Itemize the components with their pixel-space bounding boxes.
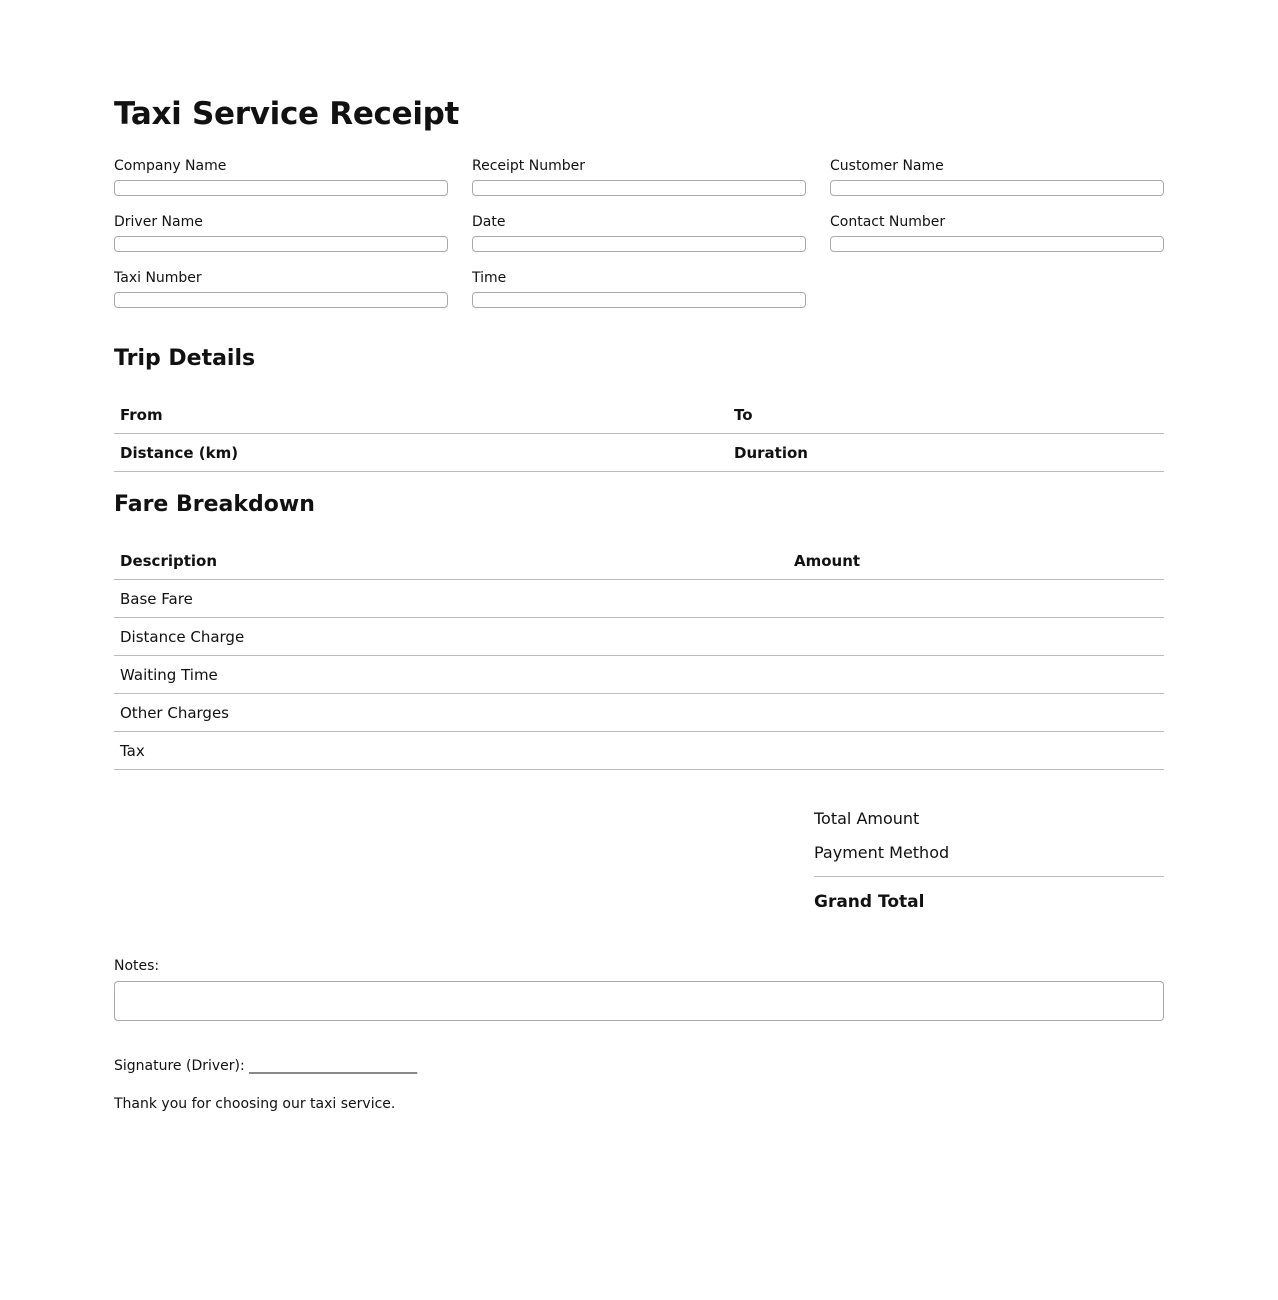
taxi-number-field: [114, 269, 448, 308]
receipt-fields: [114, 157, 1164, 308]
description-header: Description: [114, 542, 788, 580]
date-field: [472, 213, 806, 252]
contact-number-input[interactable]: [830, 236, 1164, 252]
receipt-number-input[interactable]: [472, 180, 806, 196]
trip-details-heading: Trip Details: [114, 346, 256, 371]
fare-amount: [788, 580, 1164, 618]
payment-method-label: Payment Method: [814, 843, 950, 862]
fare-description: Waiting Time: [114, 656, 788, 694]
driver-signature-line: Signature (Driver): ________________________: [114, 1058, 418, 1074]
fare-amount: [788, 656, 1164, 694]
fare-description: Tax: [114, 732, 788, 770]
grand-total-label: Grand Total: [814, 892, 925, 912]
table-row: [114, 732, 1164, 770]
table-row: [114, 434, 1164, 472]
time-label: Time: [472, 270, 507, 286]
table-header-row: [114, 542, 1164, 580]
notes-label: Notes:: [114, 958, 160, 974]
fare-amount: [788, 694, 1164, 732]
company-name-field: [114, 157, 448, 196]
distance-cell: Distance (km): [114, 434, 728, 472]
time-input[interactable]: [472, 292, 806, 308]
amount-header: Amount: [788, 542, 1164, 580]
table-row: [114, 580, 1164, 618]
company-name-label: Company Name: [114, 158, 227, 174]
time-field: [472, 269, 806, 308]
table-row: [114, 618, 1164, 656]
receipt-number-label: Receipt Number: [472, 158, 585, 174]
customer-name-label: Customer Name: [830, 158, 944, 174]
fare-description: Distance Charge: [114, 618, 788, 656]
table-row: [114, 656, 1164, 694]
table-row: [114, 396, 1164, 434]
thank-you-message: Thank you for choosing our taxi service.: [114, 1096, 396, 1112]
fare-amount: [788, 732, 1164, 770]
receipt-number-field: [472, 157, 806, 196]
customer-name-field: [830, 157, 1164, 196]
fare-description: Base Fare: [114, 580, 788, 618]
trip-details-table: [114, 396, 1164, 472]
totals-section: [814, 804, 1164, 917]
contact-number-field: [830, 213, 1164, 252]
date-input[interactable]: [472, 236, 806, 252]
fare-breakdown-heading: Fare Breakdown: [114, 492, 315, 517]
table-row: [114, 694, 1164, 732]
taxi-number-label: Taxi Number: [114, 270, 202, 286]
to-cell: To: [728, 396, 1164, 434]
date-label: Date: [472, 214, 506, 230]
driver-name-field: [114, 213, 448, 252]
driver-name-input[interactable]: [114, 236, 448, 252]
taxi-number-input[interactable]: [114, 292, 448, 308]
totals-divider: [814, 876, 1164, 877]
from-cell: From: [114, 396, 728, 434]
fare-breakdown-table: [114, 542, 1164, 770]
customer-name-input[interactable]: [830, 180, 1164, 196]
fare-description: Other Charges: [114, 694, 788, 732]
company-name-input[interactable]: [114, 180, 448, 196]
page-title: Taxi Service Receipt: [114, 96, 460, 132]
contact-number-label: Contact Number: [830, 214, 946, 230]
duration-cell: Duration: [728, 434, 1164, 472]
driver-name-label: Driver Name: [114, 214, 203, 230]
total-amount-label: Total Amount: [814, 809, 920, 828]
notes-input[interactable]: [114, 981, 1164, 1021]
fare-amount: [788, 618, 1164, 656]
